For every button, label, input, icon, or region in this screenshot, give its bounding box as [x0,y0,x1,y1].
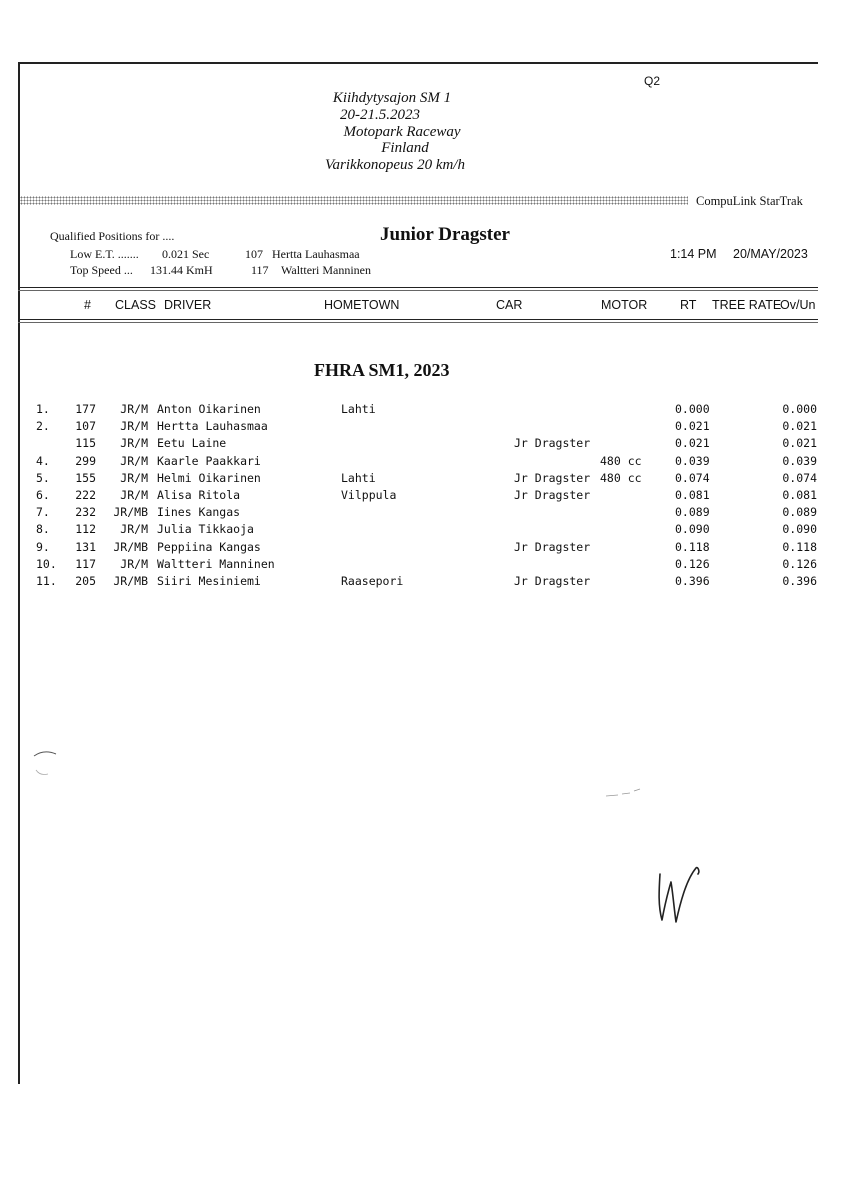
row-position: 1. [36,402,50,416]
row-driver: Eetu Laine [157,436,227,451]
row-rt: 0.396 [675,574,710,588]
col-class: CLASS [115,298,156,312]
row-position: 7. [36,505,50,520]
row-car: Jr Dragster [514,574,591,588]
row-ovun: 0.089 [782,505,817,520]
low-et-driver: Hertta Lauhasmaa [272,247,360,261]
row-ovun: 0.021 [782,419,817,434]
table-row [0,471,848,488]
row-number: 232 [75,505,96,520]
row-class: JR/MB [113,539,148,554]
table-row [0,557,848,574]
row-ovun: 0.126 [782,556,817,571]
col-driver: DRIVER [164,298,212,312]
report-date: 20/MAY/2023 [733,247,808,261]
row-rt: 0.081 [675,488,710,502]
row-car: Jr Dragster [514,470,591,485]
row-position: 6. [36,488,50,502]
row-number: 112 [75,522,96,537]
row-class: JR/M [120,419,148,434]
row-position: 10. [36,556,57,571]
table-row [0,505,848,522]
row-class: JR/M [120,522,148,537]
row-ovun: 0.081 [782,488,817,502]
row-rt: 0.000 [675,402,710,416]
page-tag: Q2 [644,74,661,88]
row-car: Jr Dragster [514,539,591,554]
table-row [0,540,848,557]
row-class: JR/M [120,488,148,502]
header-rule-bottom [18,319,818,320]
row-rt: 0.021 [675,436,710,451]
top-speed-label: Top Speed ... [70,263,133,277]
header-rule-top-2 [18,290,818,291]
software-name: CompuLink StarTrak [696,194,803,208]
row-ovun: 0.118 [782,539,817,554]
low-et-label: Low E.T. ....... [70,247,139,261]
row-driver: Peppiina Kangas [157,539,261,554]
row-rt: 0.021 [675,419,710,434]
top-speed-value: 131.44 KmH [150,263,213,277]
row-driver: Helmi Oikarinen [157,470,261,485]
row-driver: Hertta Lauhasmaa [157,419,268,434]
row-ovun: 0.021 [782,436,817,451]
row-class: JR/M [120,436,148,451]
row-position: 11. [36,574,57,588]
row-driver: Alisa Ritola [157,488,241,502]
row-motor: 480 cc [600,453,642,468]
col-hometown: HOMETOWN [324,298,400,312]
col-motor: MOTOR [601,298,648,312]
handwritten-signature-icon [652,860,712,935]
row-ovun: 0.396 [782,574,817,588]
row-rt: 0.090 [675,522,710,537]
table-row [0,419,848,436]
row-rt: 0.039 [675,453,710,468]
row-driver: Kaarle Paakkari [157,453,261,468]
pen-mark-icon [604,786,644,805]
row-number: 155 [75,470,96,485]
class-title: Junior Dragster [380,224,510,245]
table-row [0,488,848,505]
table-row [0,402,848,419]
header-rule-top [18,287,818,288]
row-class: JR/MB [113,574,148,588]
top-speed-number: 117 [251,263,269,277]
row-driver: Iines Kangas [157,505,241,520]
row-car: Jr Dragster [514,436,591,451]
row-class: JR/M [120,402,148,416]
row-ovun: 0.000 [782,402,817,416]
col-car: CAR [496,298,523,312]
col-num: # [84,298,91,312]
meet-pit-speed: Varikkonopeus 20 km/h [325,157,465,173]
row-number: 222 [75,488,96,502]
row-hometown: Lahti [341,470,376,485]
header-rule-bottom-2 [18,322,818,323]
meet-dates: 20-21.5.2023 [340,107,420,123]
section-title: FHRA SM1, 2023 [314,360,450,380]
frame-top-border [18,62,818,64]
row-ovun: 0.090 [782,522,817,537]
row-class: JR/MB [113,505,148,520]
col-rt: RT [680,298,697,312]
row-position: 2. [36,419,50,434]
row-position: 9. [36,539,50,554]
meet-country: Finland [381,140,429,156]
row-number: 205 [75,574,96,588]
report-time: 1:14 PM [670,247,717,261]
meet-title: Kiihdytysajon SM 1 [332,90,452,106]
row-driver: Julia Tikkaoja [157,522,254,537]
col-ovun: Ov/Un [780,298,816,312]
row-driver: Waltteri Manninen [157,556,275,571]
row-number: 299 [75,453,96,468]
row-number: 131 [75,539,96,554]
scan-mark-icon [30,746,60,787]
top-speed-driver: Waltteri Manninen [281,263,372,277]
qualified-label: Qualified Positions for .... [50,229,175,243]
row-rt: 0.126 [675,556,710,571]
row-rt: 0.089 [675,505,710,520]
row-driver: Anton Oikarinen [157,402,261,416]
row-class: JR/M [120,556,148,571]
row-hometown: Lahti [341,402,376,416]
meet-venue: Motopark Raceway [343,124,461,140]
row-number: 117 [75,556,96,571]
row-number: 177 [75,402,96,416]
row-position: 5. [36,470,50,485]
row-rt: 0.118 [675,539,710,554]
row-number: 107 [75,419,96,434]
table-row [0,574,848,591]
row-class: JR/M [120,453,148,468]
low-et-number: 107 [245,247,263,261]
table-row [0,522,848,539]
row-ovun: 0.074 [782,470,817,485]
row-rt: 0.074 [675,470,710,485]
row-car: Jr Dragster [514,488,591,502]
low-et-value: 0.021 Sec [162,247,210,261]
row-number: 115 [75,436,96,451]
table-row [0,454,848,471]
row-hometown: Raasepori [341,574,404,588]
row-ovun: 0.039 [782,453,817,468]
col-tree-rate: TREE RATE [712,298,782,312]
row-class: JR/M [120,470,148,485]
table-row [0,436,848,453]
row-position: 4. [36,453,50,468]
dotted-separator [20,196,688,205]
row-motor: 480 cc [600,470,642,485]
row-driver: Siiri Mesiniemi [157,574,261,588]
row-hometown: Vilppula [341,488,397,502]
row-position: 8. [36,522,50,537]
